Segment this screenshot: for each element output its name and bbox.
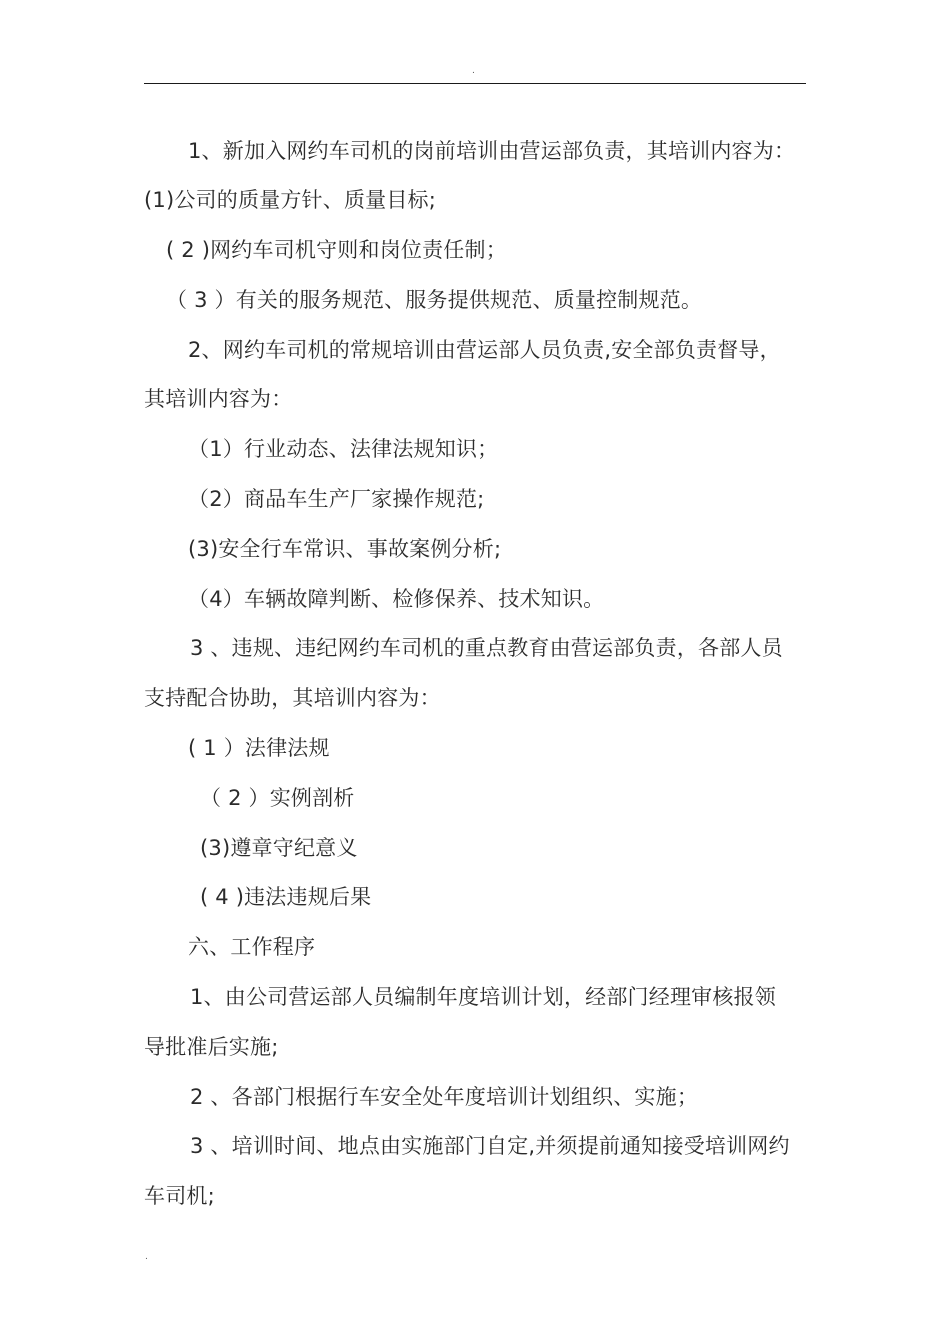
paragraph-line: ( 4 )违法违规后果 bbox=[200, 885, 372, 909]
paragraph-line: 导批准后实施; bbox=[144, 1035, 279, 1059]
paragraph-line: 3 、培训时间、地点由实施部门自定,并须提前通知接受培训网约 bbox=[190, 1134, 790, 1158]
paragraph-line: 其培训内容为： bbox=[144, 387, 293, 411]
paragraph-line: (3)安全行车常识、事故案例分析; bbox=[188, 537, 502, 561]
section-heading: 六、工作程序 bbox=[188, 935, 316, 959]
header-mark: . bbox=[472, 66, 475, 76]
paragraph-line: （1）行业动态、法律法规知识； bbox=[188, 437, 499, 461]
paragraph-line: 2、网约车司机的常规培训由营运部人员负责,安全部负责督导， bbox=[188, 338, 781, 362]
paragraph-line: 1、新加入网约车司机的岗前培训由营运部负责，其培训内容为： bbox=[188, 139, 796, 163]
paragraph-line: (3)遵章守纪意义 bbox=[200, 836, 358, 860]
paragraph-line: 1、由公司营运部人员编制年度培训计划，经部门经理审核报领 bbox=[190, 985, 776, 1009]
paragraph-line: （ 2 ）实例剖析 bbox=[200, 786, 355, 810]
header-rule bbox=[144, 83, 806, 84]
paragraph-line: 2 、各部门根据行车安全处年度培训计划组织、实施； bbox=[190, 1085, 699, 1109]
paragraph-line: 支持配合协助，其培训内容为： bbox=[144, 686, 441, 710]
paragraph-line: （4）车辆故障判断、检修保养、技术知识。 bbox=[188, 587, 605, 611]
paragraph-line: (1)公司的质量方针、质量目标; bbox=[144, 188, 437, 212]
paragraph-line: （ 3 ）有关的服务规范、服务提供规范、质量控制规范。 bbox=[166, 288, 703, 312]
paragraph-line: ( 1 ）法律法规 bbox=[188, 736, 330, 760]
paragraph-line: ( 2 )网约车司机守则和岗位责任制； bbox=[166, 238, 507, 262]
paragraph-line: （2）商品车生产厂家操作规范; bbox=[188, 487, 485, 511]
paragraph-line: 车司机; bbox=[144, 1184, 215, 1208]
paragraph-line: 3 、违规、违纪网约车司机的重点教育由营运部负责，各部人员 bbox=[190, 636, 783, 660]
footer-mark: . bbox=[145, 1252, 148, 1262]
